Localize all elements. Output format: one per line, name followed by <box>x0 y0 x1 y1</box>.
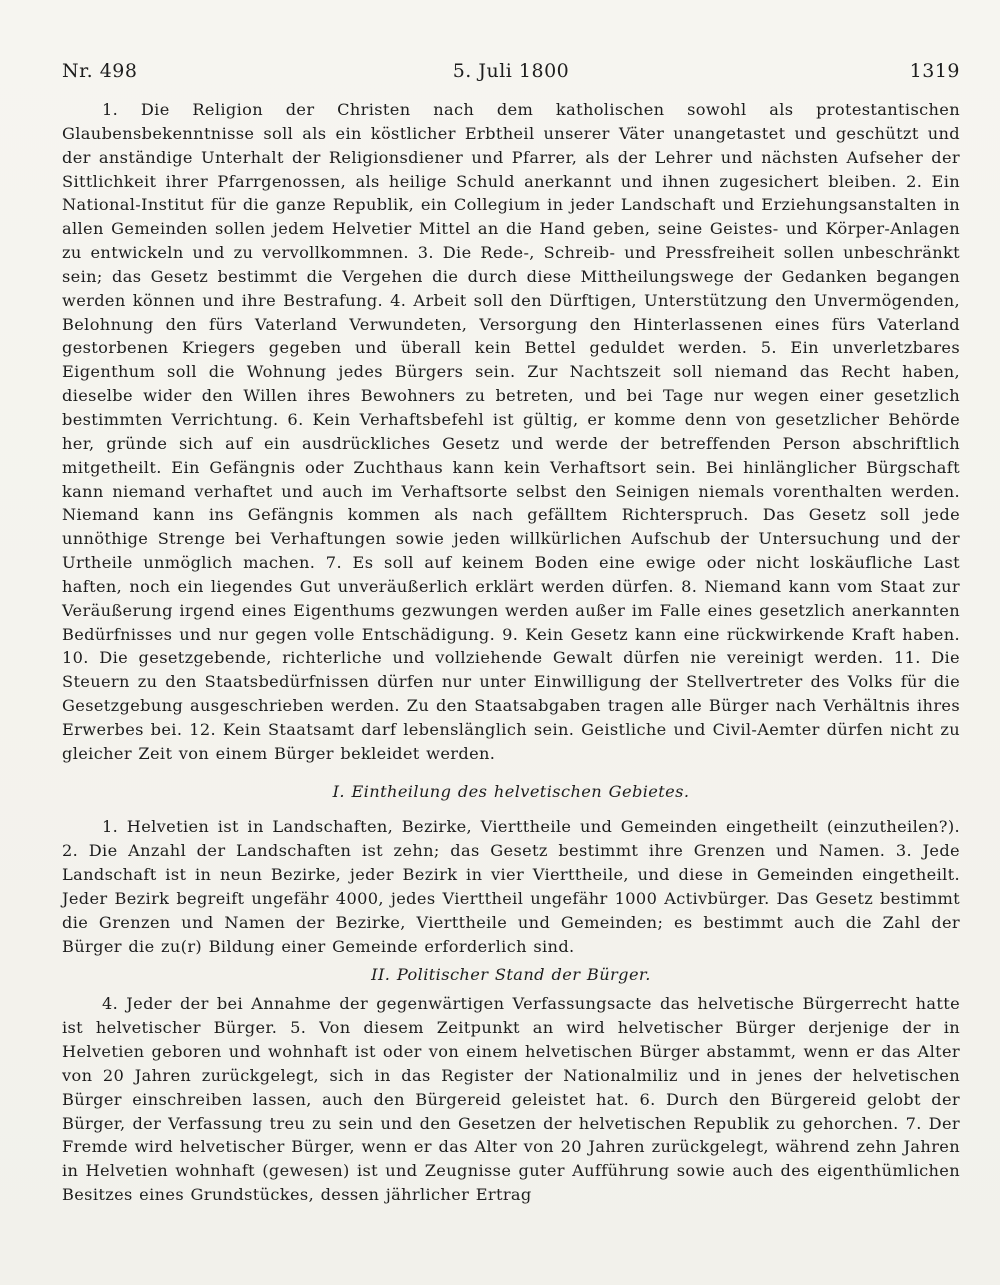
paragraph-citizenship: 4. Jeder der bei Annahme der gegenwärtigen Verfassungsacte das helvetische Bürgerrecht hatte ist helvetischer Bürger. 5. Von diesem Zeitpunkt an wird helvetischer Bürger derjenige der in Helvetien geboren und wohnhaft ist oder von einem helvetischen Bürger abstammt, wenn er das Alter von 20 Jahren zurückgelegt, sich in das Register der Nationalmiliz und in jenes der helvetischen Bürger einschreiben lassen, auch den Bürgereid geleistet hat. 6. Durch den Bürgereid gelobt der Bürger, der Verfassung treu zu sein und den Gesetzen der helvetischen Republik zu gehorchen. 7. Der Fremde wird helvetischer Bürger, wenn er das Alter von 20 Jahren zurückgelegt, während zehn Jahren in Helvetien wohnhaft (gewesen) ist und Zeugnisse guter Aufführung sowie auch des eigenthümlichen Besitzes eines Grundstückes, dessen jährlicher Ertrag <box>62 994 960 1205</box>
paragraph-territory: 1. Helvetien ist in Landschaften, Bezirke, Vierttheile und Gemeinden eingetheilt (einzutheilen?). 2. Die Anzahl der Landschaften ist zehn; das Gesetz bestimmt ihre Grenzen und Namen. 3. Jede Landschaft ist in neun Bezirke, jeder Bezirk in vier Vierttheile, und diese in Gemeinden eingetheilt. Jeder Bezirk begreift ungefähr 4000, jedes Vierttheil ungefähr 1000 Activbürger. Das Gesetz bestimmt die Grenzen und Namen der Bezirke, Vierttheile und Gemeinden; es bestimmt auch die Zahl der Bürger die zu(r) Bildung einer Gemeinde erforderlich sind. <box>62 817 960 956</box>
document-number: Nr. 498 <box>62 60 138 82</box>
body-text <box>62 98 960 1207</box>
paragraph-rights: 1. Die Religion der Christen nach dem katholischen sowohl als protestantischen Glaubensbekenntnisse soll als ein köstlicher Erbtheil unserer Väter unangetastet und geschützt und der anständige Unterhalt der Religionsdiener und Pfarrer, als der Lehrer und nächsten Aufseher der Sittlichkeit ihrer Pfarrgenossen, als heilige Schuld anerkannt und ihnen zugesichert bleiben. 2. Ein National-Institut für die ganze Republik, ein Collegium in jeder Landschaft und Erziehungsanstalten in allen Gemeinden sollen jedem Helvetier Mittel an die Hand geben, seine Geistes- und Körper-Anlagen zu entwickeln und zu vervollkommnen. 3. Die Rede-, Schreib- und Pressfreiheit sollen unbeschränkt sein; das Gesetz bestimmt die Vergehen die durch diese Mittheilungswege der Gedanken begangen werden können und ihre Bestrafung. 4. Arbeit soll den Dürftigen, Unterstützung den Unvermögenden, Belohnung den fürs Vaterland Verwundeten, Versorgung den Hinterlassenen eines fürs Vaterland gestorbenen Kriegers gegeben und überall kein Bettel geduldet werden. 5. Ein unverletzbares Eigenthum soll die Wohnung jedes Bürgers sein. Zur Nachtszeit soll niemand das Recht haben, dieselbe wider den Willen ihres Bewohners zu betreten, und bei Tage nur wegen einer gesetzlich bestimmten Verrichtung. 6. Kein Verhaftsbefehl ist gültig, er komme denn von gesetzlicher Behörde her, gründe sich auf ein ausdrückliches Gesetz und werde der betreffenden Person abschriftlich mitgetheilt. Ein Gefängnis oder Zuchthaus kann kein Verhaftsort sein. Bei hinlänglicher Bürgschaft kann niemand verhaftet und auch im Verhaftsorte selbst den Seinigen niemals vorenthalten werden. Niemand kann ins Gefängnis kommen als nach gefälltem Richterspruch. Das Gesetz soll jede unnöthige Strenge bei Verhaftungen sowie jeden willkürlichen Aufschub der Untersuchung und der Urtheile unmöglich machen. 7. Es soll auf keinem Boden eine ewige oder nicht loskäufliche Last haften, noch ein liegendes Gut unveräußerlich erklärt werden dürfen. 8. Niemand kann vom Staat zur Veräußerung irgend eines Eigenthums gezwungen werden außer im Falle eines gesetzlich anerkannten Bedürfnisses und nur gegen volle Entschädigung. 9. Kein Gesetz kann eine rückwirkende Kraft haben. 10. Die gesetzgebende, richterliche und vollziehende Gewalt dürfen nie vereinigt werden. 11. Die Steuern zu den Staatsbedürfnissen dürfen nur unter Einwilligung der Stellvertreter des Volks für die Gesetzgebung ausgeschrieben werden. Zu den Staatsabgaben tragen alle Bürger nach Verhältnis ihres Erwerbes bei. 12. Kein Staatsamt darf lebenslänglich sein. Geistliche und Civil-Aemter dürfen nicht zu gleicher Zeit von einem Bürger bekleidet werden. <box>62 100 960 763</box>
section-title-citizenship: II. Politischer Stand der Bürger. <box>371 964 651 984</box>
page-header <box>62 60 960 88</box>
section-title-territory: I. Eintheilung des helvetischen Gebietes. <box>332 781 690 801</box>
document-date: 5. Juli 1800 <box>452 60 570 82</box>
page-number: 1319 <box>909 60 960 82</box>
